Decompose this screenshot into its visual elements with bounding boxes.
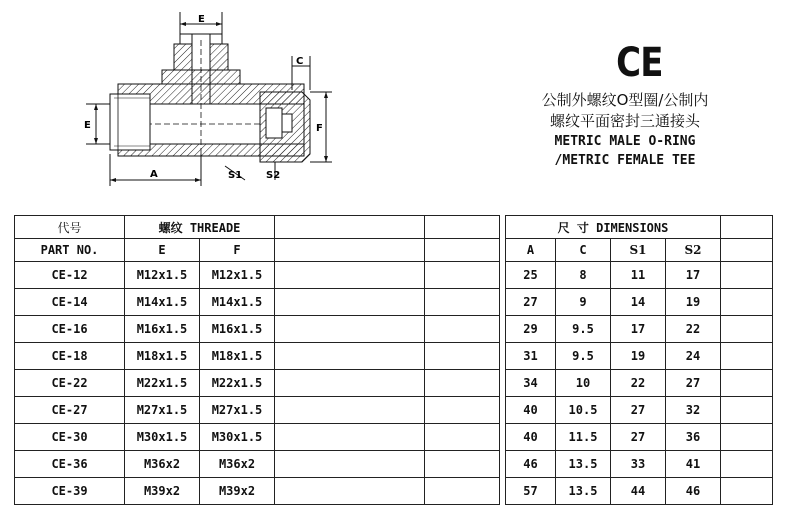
blank-cell [275, 451, 425, 478]
blank-cell [425, 478, 500, 505]
dim-s1-cell: 14 [611, 289, 666, 316]
dim-s2-cell: 22 [666, 316, 721, 343]
dim-label-e-side: E [84, 120, 91, 131]
blank-cell [275, 262, 425, 289]
part-no-cell: CE-12 [15, 262, 125, 289]
table-row [506, 451, 773, 478]
dim-label-e-top: E [198, 14, 205, 25]
thread-e-cell: M18x1.5 [125, 343, 200, 370]
dim-c-cell: 10.5 [556, 397, 611, 424]
table-row [506, 424, 773, 451]
dim-a-cell: 57 [506, 478, 556, 505]
dim-c-cell: 10 [556, 370, 611, 397]
table-row [506, 316, 773, 343]
dim-c-cell: 11.5 [556, 424, 611, 451]
dim-c-cell: 9 [556, 289, 611, 316]
thread-e-cell: M36x2 [125, 451, 200, 478]
blank-header [275, 216, 425, 239]
blank-header [425, 216, 500, 239]
col-f-header: F [200, 239, 275, 262]
blank-cell [275, 424, 425, 451]
part-no-header: PART NO. [15, 239, 125, 262]
part-no-cell: CE-22 [15, 370, 125, 397]
table-row [15, 424, 500, 451]
blank-cell [721, 451, 773, 478]
dim-s2-cell: 17 [666, 262, 721, 289]
table-row [15, 289, 500, 316]
title-cn [500, 90, 750, 132]
blank-cell [721, 397, 773, 424]
blank-cell [275, 397, 425, 424]
dim-c-cell: 13.5 [556, 478, 611, 505]
part-no-cell: CE-18 [15, 343, 125, 370]
thread-e-cell: M22x1.5 [125, 370, 200, 397]
dim-s2-cell: 32 [666, 397, 721, 424]
dim-s1-cell: 11 [611, 262, 666, 289]
thread-e-cell: M27x1.5 [125, 397, 200, 424]
dim-s2-cell: 24 [666, 343, 721, 370]
thread-f-cell: M22x1.5 [200, 370, 275, 397]
thread-f-cell: M27x1.5 [200, 397, 275, 424]
blank-cell [425, 289, 500, 316]
dim-c-cell: 9.5 [556, 343, 611, 370]
dim-s2-cell: 19 [666, 289, 721, 316]
dim-a-cell: 40 [506, 424, 556, 451]
blank-cell [425, 316, 500, 343]
table-row [15, 370, 500, 397]
thread-e-cell: M14x1.5 [125, 289, 200, 316]
blank-cell [425, 343, 500, 370]
dim-c-cell: 8 [556, 262, 611, 289]
dim-c-cell: 13.5 [556, 451, 611, 478]
dim-label-s1: S1 [228, 170, 243, 181]
product-code: CE [615, 40, 663, 86]
blank-cell [721, 478, 773, 505]
thread-e-cell: M39x2 [125, 478, 200, 505]
title-en [500, 132, 750, 170]
blank-cell [425, 397, 500, 424]
title-cn-line1: 公制外螺纹O型圈/公制内 [541, 91, 709, 109]
dimension-table [505, 215, 773, 505]
table-row [506, 289, 773, 316]
table-row [506, 343, 773, 370]
dimension-header: 尺 寸 DIMENSIONS [506, 216, 721, 239]
blank-cell [275, 289, 425, 316]
dim-s1-cell: 22 [611, 370, 666, 397]
blank-cell [425, 424, 500, 451]
blank-cell [721, 262, 773, 289]
col-c-header: C [556, 239, 611, 262]
dim-a-cell: 25 [506, 262, 556, 289]
dim-a-cell: 31 [506, 343, 556, 370]
dim-s2-cell: 36 [666, 424, 721, 451]
thread-table [14, 215, 500, 505]
blank-cell [425, 262, 500, 289]
table-row [15, 478, 500, 505]
blank-cell [721, 289, 773, 316]
table-row [15, 343, 500, 370]
dim-s2-cell: 27 [666, 370, 721, 397]
dim-s1-cell: 27 [611, 397, 666, 424]
thread-e-cell: M12x1.5 [125, 262, 200, 289]
blank-header [721, 216, 773, 239]
thread-f-cell: M14x1.5 [200, 289, 275, 316]
col-s2-header: S2 [666, 239, 721, 262]
dim-s1-cell: 17 [611, 316, 666, 343]
blank-cell [721, 424, 773, 451]
table-row [506, 370, 773, 397]
part-no-cell: CE-30 [15, 424, 125, 451]
blank-cell [275, 316, 425, 343]
blank-cell [721, 370, 773, 397]
dim-s2-cell: 46 [666, 478, 721, 505]
part-no-cell: CE-27 [15, 397, 125, 424]
dim-a-cell: 40 [506, 397, 556, 424]
col-e-header: E [125, 239, 200, 262]
thread-header: 螺纹 THREADE [125, 216, 275, 239]
blank-header [721, 239, 773, 262]
blank-cell [721, 316, 773, 343]
col-s1-header: S1 [611, 239, 666, 262]
dim-label-c: C [296, 56, 304, 67]
blank-cell [721, 343, 773, 370]
thread-f-cell: M36x2 [200, 451, 275, 478]
blank-header [275, 239, 425, 262]
table-row [15, 262, 500, 289]
blank-cell [275, 343, 425, 370]
blank-cell [275, 478, 425, 505]
title-block [500, 40, 750, 170]
thread-f-cell: M18x1.5 [200, 343, 275, 370]
table-row [15, 397, 500, 424]
thread-f-cell: M12x1.5 [200, 262, 275, 289]
dim-s1-cell: 19 [611, 343, 666, 370]
dim-a-cell: 27 [506, 289, 556, 316]
dim-s2-cell: 41 [666, 451, 721, 478]
blank-cell [425, 451, 500, 478]
table-row [15, 316, 500, 343]
dim-label-s2: S2 [266, 170, 281, 181]
thread-f-cell: M39x2 [200, 478, 275, 505]
thread-e-cell: M16x1.5 [125, 316, 200, 343]
dim-a-cell: 34 [506, 370, 556, 397]
dim-s1-cell: 27 [611, 424, 666, 451]
tee-fitting-drawing [70, 4, 350, 190]
title-cn-line2: 螺纹平面密封三通接头 [549, 112, 700, 130]
part-no-cell: CE-36 [15, 451, 125, 478]
part-no-cn-header: 代号 [15, 216, 125, 239]
dim-label-f: F [316, 123, 323, 134]
thread-e-cell: M30x1.5 [125, 424, 200, 451]
thread-f-cell: M30x1.5 [200, 424, 275, 451]
dim-c-cell: 9.5 [556, 316, 611, 343]
dim-a-cell: 46 [506, 451, 556, 478]
title-en-line2: /METRIC FEMALE TEE [554, 153, 696, 168]
part-no-cell: CE-39 [15, 478, 125, 505]
dim-a-cell: 29 [506, 316, 556, 343]
title-en-line1: METRIC MALE O-RING [554, 134, 696, 149]
blank-cell [275, 370, 425, 397]
blank-cell [425, 370, 500, 397]
dim-s1-cell: 44 [611, 478, 666, 505]
dim-label-a: A [150, 169, 158, 180]
col-a-header: A [506, 239, 556, 262]
part-no-cell: CE-16 [15, 316, 125, 343]
part-no-cell: CE-14 [15, 289, 125, 316]
table-row [15, 451, 500, 478]
table-row [506, 262, 773, 289]
blank-header [425, 239, 500, 262]
table-row [506, 478, 773, 505]
table-row [506, 397, 773, 424]
thread-f-cell: M16x1.5 [200, 316, 275, 343]
dim-s1-cell: 33 [611, 451, 666, 478]
